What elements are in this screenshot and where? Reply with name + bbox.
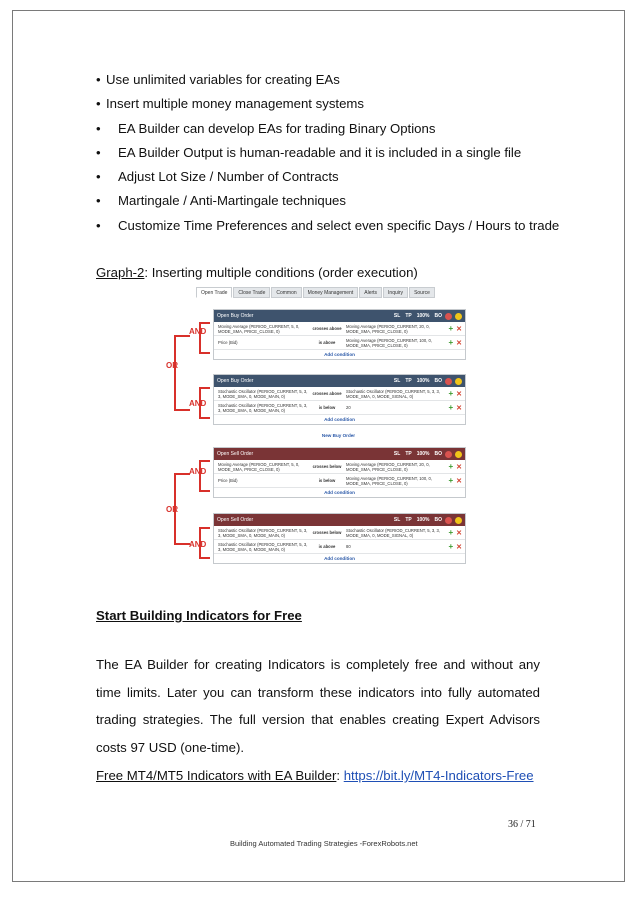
condition-right: 20 <box>346 405 351 410</box>
condition-right: 80 <box>346 544 351 549</box>
or-bracket <box>174 335 190 411</box>
and-bracket <box>199 460 210 492</box>
condition-operator: is above <box>318 544 336 549</box>
condition-right: Moving Average (PERIOD_CURRENT, 100, 0, MODE_SMA, PRICE_CLOSE, 0) <box>346 337 433 348</box>
panel-title: Open Buy Order <box>217 378 254 384</box>
screenshot-tab: Close Trade <box>233 287 270 298</box>
bullet-marker: • <box>96 169 101 185</box>
delete-row-icon: ✕ <box>456 543 462 551</box>
condition-right: Moving Average (PERIOD_CURRENT, 20, 0, MODE_SMA, PRICE_CLOSE, 0) <box>346 461 430 472</box>
panel-header <box>214 448 465 460</box>
edit-icon <box>455 451 462 458</box>
bullet-text: Insert multiple money management systems <box>106 96 364 112</box>
add-row-icon: + <box>448 462 454 471</box>
bullet-marker: • <box>96 96 101 112</box>
screenshot-tab: Alerts <box>359 287 382 298</box>
bullet-text: EA Builder Output is human-readable and it is included in a single file <box>118 144 522 160</box>
condition-row <box>214 526 465 540</box>
panel-option: 100% <box>416 517 430 523</box>
delete-row-icon: ✕ <box>456 404 462 412</box>
condition-row <box>214 460 465 474</box>
graph-label: Graph-2 <box>96 265 145 280</box>
or-label: OR <box>166 361 178 370</box>
indicators-link-line <box>96 768 534 783</box>
panel-option: BO <box>434 378 442 384</box>
condition-operator: crosses below <box>312 530 342 535</box>
condition-row <box>214 336 465 350</box>
condition-left: Price (Bid) <box>218 340 238 345</box>
indicators-link[interactable]: https://bit.ly/MT4-Indicators-Free <box>343 768 534 783</box>
panel-option: 100% <box>416 313 430 319</box>
link-separator: : <box>336 768 344 783</box>
condition-left: Stochastic Oscillator (PERIOD_CURRENT, 5, 3, 3, MODE_SMA, 0, MODE_MAIN, 0) <box>218 527 308 538</box>
condition-left: Stochastic Oscillator (PERIOD_CURRENT, 5, 3, 3, MODE_SMA, 0, MODE_MAIN, 0) <box>218 402 308 413</box>
delete-row-icon: ✕ <box>456 529 462 537</box>
panel-option: BO <box>434 451 442 457</box>
condition-row <box>214 387 465 401</box>
panel-option: TP <box>405 378 412 384</box>
bullet-item <box>96 72 559 96</box>
bullet-text: Martingale / Anti-Martingale techniques <box>118 193 346 209</box>
screenshot-tab: Source <box>409 287 435 298</box>
open-sell-order-panel <box>213 447 466 498</box>
add-row-icon: + <box>448 542 454 551</box>
panel-title: Open Sell Order <box>217 517 254 523</box>
or-label: OR <box>166 505 178 514</box>
delete-row-icon: ✕ <box>456 477 462 485</box>
condition-operator: crosses above <box>312 326 342 331</box>
condition-operator: is below <box>318 478 336 483</box>
page-footer: Building Automated Trading Strategies -ForexRobots.net <box>230 839 418 848</box>
settings-icon <box>445 517 452 524</box>
condition-row <box>214 401 465 415</box>
panel-title: Open Buy Order <box>217 313 254 319</box>
condition-row <box>214 322 465 336</box>
bullet-marker: • <box>96 144 101 160</box>
condition-left: Moving Average (PERIOD_CURRENT, 5, 0, MODE_SMA, PRICE_CLOSE, 0) <box>218 323 300 334</box>
bullet-item <box>96 218 559 242</box>
add-condition-link: Add condition <box>324 556 355 561</box>
bullet-item <box>96 193 559 217</box>
condition-row <box>214 474 465 488</box>
add-row-icon: + <box>448 324 454 333</box>
and-label: AND <box>189 467 207 476</box>
settings-icon <box>445 313 452 320</box>
link-label: Free MT4/MT5 Indicators with EA Builder <box>96 768 337 783</box>
section-paragraph: The EA Builder for creating Indicators is completely free and without any time limits. Later you can transform these indicators into fully automated trading strategies. The full version that enables creating Expert Advisors costs 97 USD (one-time). <box>96 657 540 755</box>
add-condition-link: Add condition <box>324 490 355 495</box>
edit-icon <box>455 517 462 524</box>
panel-option: TP <box>405 451 412 457</box>
panel-option: SL <box>393 313 401 319</box>
settings-icon <box>445 451 452 458</box>
bullet-marker: • <box>96 72 101 87</box>
delete-row-icon: ✕ <box>456 463 462 471</box>
screenshot-tab: Common <box>271 287 301 298</box>
panel-option: 100% <box>416 378 430 384</box>
panel-option: SL <box>393 517 401 523</box>
panel-header <box>214 375 465 387</box>
open-buy-order-panel <box>213 374 466 425</box>
bullet-item <box>96 96 559 120</box>
condition-left: Stochastic Oscillator (PERIOD_CURRENT, 5, 3, 3, MODE_SMA, 0, MODE_MAIN, 0) <box>218 541 308 552</box>
add-condition-link: Add condition <box>324 352 355 357</box>
and-label: AND <box>189 327 207 336</box>
panel-header <box>214 310 465 322</box>
condition-right: Stochastic Oscillator (PERIOD_CURRENT, 5, 3, 3, MODE_SMA, 0, MODE_SIGNAL, 0) <box>346 388 441 399</box>
bullet-marker: • <box>96 120 101 136</box>
bullet-item <box>96 145 559 169</box>
add-row-icon: + <box>448 476 454 485</box>
section-heading: Start Building Indicators for Free <box>96 608 302 623</box>
panel-option: 100% <box>416 451 430 457</box>
bullet-item <box>96 121 559 145</box>
screenshot-tab: Open Trade <box>196 287 232 298</box>
delete-row-icon: ✕ <box>456 390 462 398</box>
and-label: AND <box>189 399 207 408</box>
panel-option: TP <box>405 313 412 319</box>
bullet-text: EA Builder can develop EAs for trading Binary Options <box>118 120 436 136</box>
feature-list <box>96 72 559 242</box>
and-label: AND <box>189 540 207 549</box>
screenshot-tab: Inquiry <box>383 287 408 298</box>
delete-row-icon: ✕ <box>456 339 462 347</box>
condition-row <box>214 540 465 554</box>
page-number: 36 / 71 <box>508 819 536 830</box>
panel-option: TP <box>405 517 412 523</box>
panel-option: SL <box>393 451 401 457</box>
bullet-text: Customize Time Preferences and select even specific Days / Hours to trade <box>118 217 560 233</box>
new-buy-order-link: New Buy Order <box>321 433 356 438</box>
graph-caption <box>96 265 418 280</box>
screenshot-tab: Money Management <box>303 287 359 298</box>
bullet-item <box>96 169 559 193</box>
condition-operator: is below <box>318 405 336 410</box>
condition-right: Moving Average (PERIOD_CURRENT, 20, 0, MODE_SMA, PRICE_CLOSE, 0) <box>346 323 430 334</box>
add-condition-link: Add condition <box>324 417 355 422</box>
panel-title: Open Sell Order <box>217 451 254 457</box>
open-buy-order-panel <box>213 309 466 360</box>
settings-icon <box>445 378 452 385</box>
add-row-icon: + <box>448 389 454 398</box>
edit-icon <box>455 313 462 320</box>
panel-option: SL <box>393 378 401 384</box>
panel-header <box>214 514 465 526</box>
panel-option: BO <box>434 517 442 523</box>
graph-caption-text: : Inserting multiple conditions (order execution) <box>144 265 418 280</box>
screenshot-tabs <box>196 287 436 298</box>
condition-right: Stochastic Oscillator (PERIOD_CURRENT, 5, 3, 3, MODE_SMA, 0, MODE_SIGNAL, 0) <box>346 527 441 538</box>
add-row-icon: + <box>448 528 454 537</box>
open-sell-order-panel <box>213 513 466 564</box>
bullet-marker: • <box>96 217 101 233</box>
condition-right: Moving Average (PERIOD_CURRENT, 100, 0, MODE_SMA, PRICE_CLOSE, 0) <box>346 475 433 486</box>
condition-left: Stochastic Oscillator (PERIOD_CURRENT, 5, 3, 3, MODE_SMA, 0, MODE_MAIN, 0) <box>218 388 308 399</box>
delete-row-icon: ✕ <box>456 325 462 333</box>
edit-icon <box>455 378 462 385</box>
condition-operator: is above <box>318 340 336 345</box>
bullet-text: Adjust Lot Size / Number of Contracts <box>118 169 339 185</box>
condition-left: Moving Average (PERIOD_CURRENT, 5, 0, MODE_SMA, PRICE_CLOSE, 0) <box>218 461 300 472</box>
condition-operator: crosses above <box>312 391 342 396</box>
bullet-text: Use unlimited variables for creating EAs <box>106 72 340 87</box>
panel-option: BO <box>434 313 442 319</box>
condition-operator: crosses below <box>312 464 342 469</box>
bullet-marker: • <box>96 193 101 209</box>
add-row-icon: + <box>448 338 454 347</box>
ea-builder-screenshot <box>166 287 468 569</box>
condition-left: Price (Bid) <box>218 478 238 483</box>
add-row-icon: + <box>448 403 454 412</box>
